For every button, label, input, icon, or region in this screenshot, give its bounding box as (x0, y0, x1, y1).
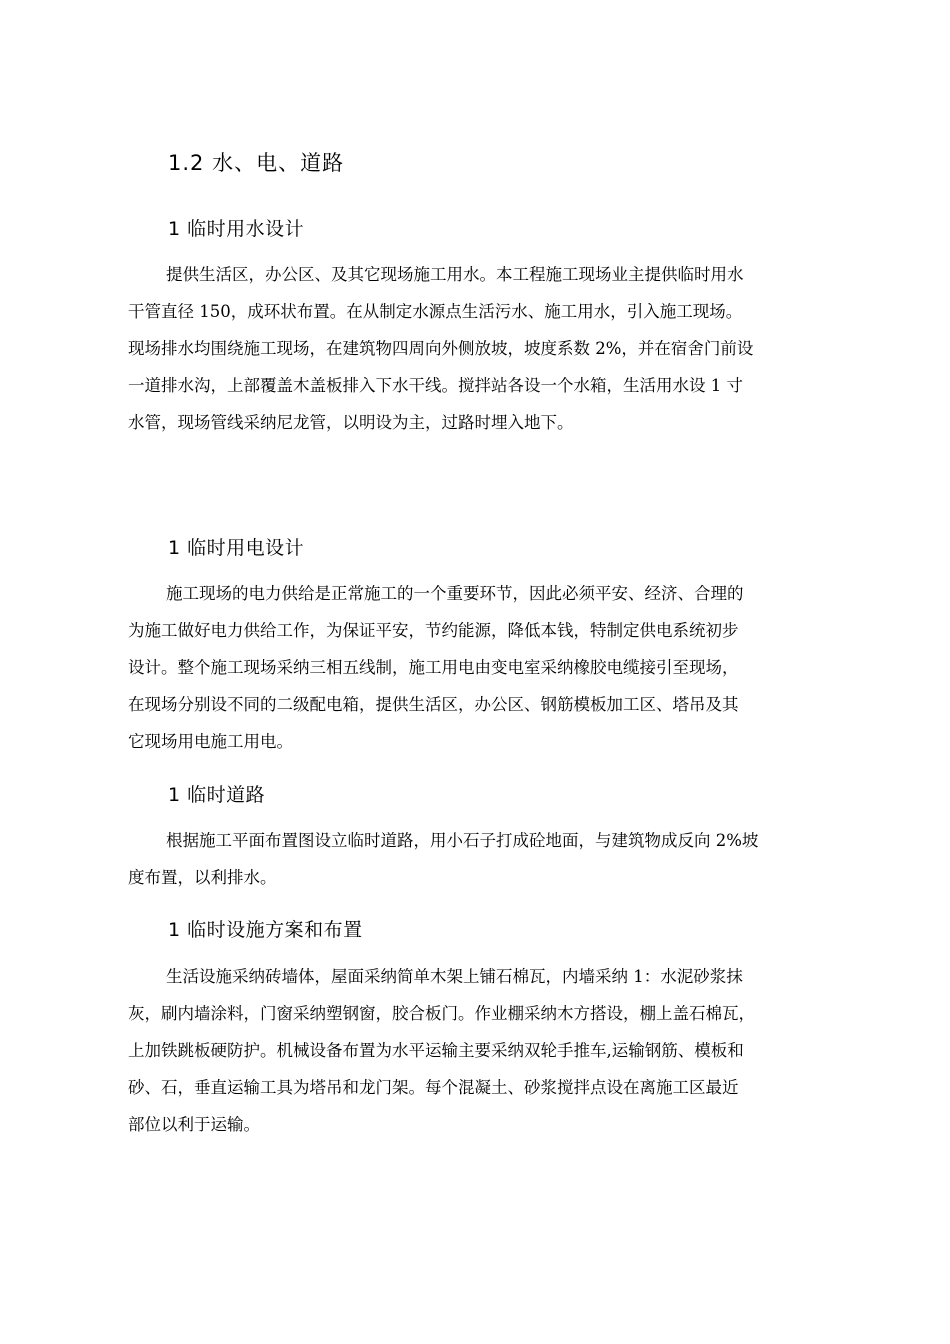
paragraph-line: 在现场分别设不同的二级配电箱，提供生活区，办公区、钢筋模板加工区、塔吊及其 (128, 695, 739, 714)
paragraph-temporary-road (128, 822, 848, 896)
paragraph-line: 砂、石，垂直运输工具为塔吊和龙门架。每个混凝土、砂浆搅拌点设在离施工区最近 (128, 1078, 739, 1097)
paragraph-temporary-power (128, 575, 848, 760)
paragraph-line: 灰，刷内墙涂料，门窗采纳塑钢窗，胶合板门。作业棚采纳木方搭设，棚上盖石棉瓦， (128, 1004, 755, 1023)
paragraph-temporary-facilities (128, 958, 848, 1143)
paragraph-line: 部位以利于运输。 (128, 1115, 260, 1134)
paragraph-line: 根据施工平面布置图设立临时道路，用小石子打成砼地面，与建筑物成反向 2%坡 (166, 831, 759, 850)
heading-temporary-facilities: 1 临时设施方案和布置 (168, 919, 363, 941)
heading-temporary-road: 1 临时道路 (168, 784, 266, 806)
section-title: 1.2 水、电、道路 (168, 151, 345, 175)
paragraph-line: 度布置，以利排水。 (128, 868, 277, 887)
paragraph-line: 提供生活区，办公区、及其它现场施工用水。本工程施工现场业主提供临时用水 (166, 265, 744, 284)
paragraph-line: 现场排水均围绕施工现场，在建筑物四周向外侧放坡，坡度系数 2%，并在宿舍门前设 (128, 339, 754, 358)
paragraph-line: 施工现场的电力供给是正常施工的一个重要环节，因此必须平安、经济、合理的 (166, 584, 744, 603)
paragraph-line: 水管，现场管线采纳尼龙管，以明设为主，过路时埋入地下。 (128, 413, 574, 432)
paragraph-line: 一道排水沟，上部覆盖木盖板排入下水干线。搅拌站各设一个水箱，生活用水设 1 寸 (128, 376, 743, 395)
heading-temporary-water: 1 临时用水设计 (168, 218, 305, 240)
paragraph-line: 上加铁跳板硬防护。机械设备布置为水平运输主要采纳双轮手推车,运输钢筋、模板和 (128, 1041, 744, 1060)
paragraph-line: 设计。整个施工现场采纳三相五线制，施工用电由变电室采纳橡胶电缆接引至现场， (128, 658, 739, 677)
heading-temporary-power: 1 临时用电设计 (168, 537, 305, 559)
paragraph-line: 干管直径 150，成环状布置。在从制定水源点生活污水、施工用水，引入施工现场。 (128, 302, 743, 321)
paragraph-line: 它现场用电施工用电。 (128, 732, 293, 751)
paragraph-line: 生活设施采纳砖墙体，屋面采纳简单木架上铺石棉瓦，内墙采纳 1：水泥砂浆抹 (166, 967, 743, 986)
paragraph-line: 为施工做好电力供给工作，为保证平安，节约能源，降低本钱，特制定供电系统初步 (128, 621, 739, 640)
paragraph-temporary-water (128, 256, 848, 441)
